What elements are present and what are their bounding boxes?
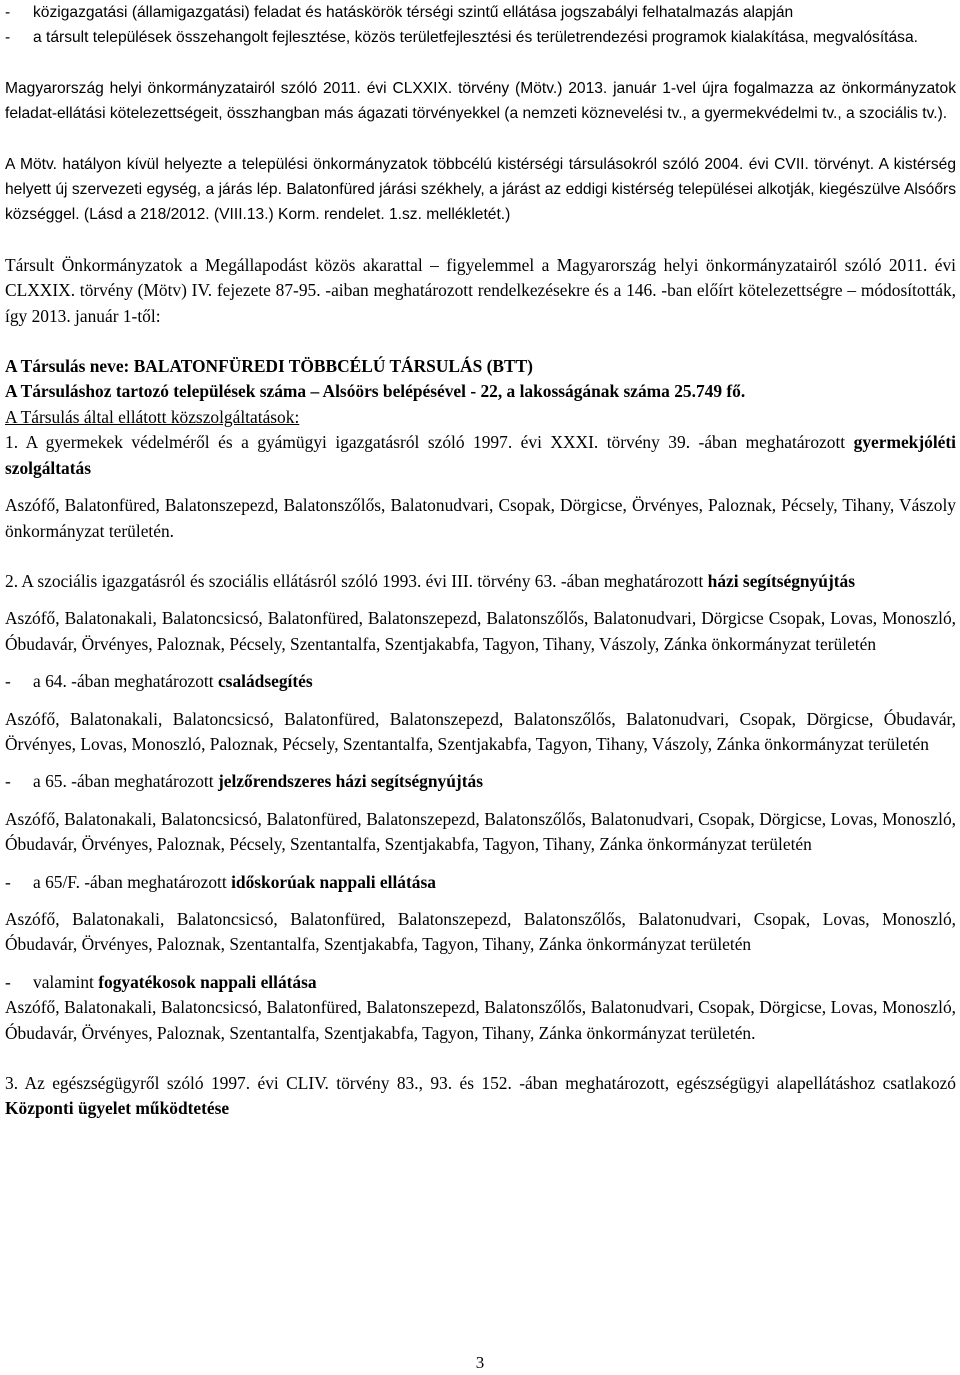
service-1-places: Aszófő, Balatonfüred, Balatonszepezd, Balatonszőlős, Balatonudvari, Csopak, Dörgicse, Örvényes, Paloznak, Pécsely, Tihany, Vászoly önkormányzat területén. (5, 495, 956, 541)
paragraph-motv: Magyarország helyi önkormányzatairól szóló 2011. évi CLXXIX. törvény (Mötv.) 2013. január 1-vel újra fogalmazza az önkormányzatok feladat-ellátási kötelezettségeit, összhangban más ágazati törvényekkel (a nemzeti köznevelési tv., a gyermekvédelmi tv., a szociális tv.). (5, 79, 956, 123)
page-number: 3 (475, 1353, 485, 1372)
szolgaltatasok-heading: A Társulás által ellátott közszolgáltatások: (5, 406, 300, 427)
service-2d: - valamint fogyatékosok nappali ellátása (5, 971, 317, 992)
service-2a-places: Aszófő, Balatonakali, Balatoncsicsó, Balatonfüred, Balatonszepezd, Balatonszőlős, Balatonudvari, Csopak, Dörgicse, Óbudavár, Örvényes, Lovas, Monoszló, Paloznak, Pécsely, Szentantalfa, Szentjakabfa, Tagyon, Tihany, Vászoly, Zánka önkormányzat területén (5, 708, 956, 754)
service-2: 2. A szociális igazgatásról és szociális ellátásról szóló 1993. évi III. törvény 63. -ában meghatározott házi segítségnyújtás (5, 570, 856, 591)
service-2c: - a 65/F. -ában meghatározott időskorúak nappali ellátása (5, 871, 436, 892)
paragraph-motv-hatalyon-kivul: A Mötv. hatályon kívül helyezte a települési önkormányzatok többcélú kistérségi társulásokról szóló 2004. évi CVII. törvényt. A kistérség helyett új szervezeti egység, a járás lép. Balatonfüred járási székhely, a járást az eddigi kistérség települései alkotják, kiegészülve Alsóőrs községgel. (Lásd a 218/2012. (VIII.13.) Korm. rendelet. 1.sz. mellékletét.) (5, 155, 956, 224)
document-page (5, 0, 956, 1122)
telepulesek-szama: A Társuláshoz tartozó települések száma – Alsóörs belépésével - 22, a lakosságának száma 25.749 fő. (5, 381, 746, 402)
tarsulas-name: A Társulás neve: BALATONFÜREDI TÖBBCÉLÚ TÁRSULÁS (BTT) (5, 356, 533, 377)
service-1: 1. A gyermekek védelméről és a gyámügyi igazgatásról szóló 1997. évi XXXI. törvény 39. -ában meghatározott gyermekjóléti szolgáltatás (5, 432, 956, 478)
service-2b-places: Aszófő, Balatonakali, Balatoncsicsó, Balatonfüred, Balatonszepezd, Balatonszőlős, Balatonudvari, Csopak, Dörgicse, Lovas, Monoszló, Óbudavár, Örvényes, Paloznak, Pécsely, Szentantalfa, Szentjakabfa, Tagyon, Tihany, Zánka önkormányzat területén (5, 808, 956, 855)
service-2b: - a 65. -ában meghatározott jelzőrendszeres házi segítségnyújtás (5, 771, 483, 792)
service-2d-places: Aszófő, Balatonakali, Balatoncsicsó, Balatonfüred, Balatonszepezd, Balatonszőlős, Balatonudvari, Csopak, Dörgicse, Lovas, Monoszló, Óbudavár, Örvényes, Paloznak, Szentantalfa, Szentjakabfa, Tagyon, Tihany, Zánka önkormányzat területén. (5, 997, 956, 1043)
service-2a: - a 64. -ában meghatározott családsegítés (5, 671, 313, 692)
service-3: 3. Az egészségügyről szóló 1997. évi CLIV. törvény 83., 93. és 152. -ában meghatározott, egészségügyi alapellátáshoz csatlakozó Központi ügyelet működtetése (5, 1073, 956, 1119)
service-2c-places: Aszófő, Balatonakali, Balatoncsicsó, Balatonfüred, Balatonszepezd, Balatonszőlős, Balatonudvari, Csopak, Lovas, Monoszló, Óbudavár, Örvényes, Paloznak, Szentantalfa, Szentjakabfa, Tagyon, Tihany, Zánka önkormányzat területén (5, 908, 956, 955)
paragraph-tarsult: Társult Önkormányzatok a Megállapodást közös akarattal – figyelemmel a Magyarország helyi önkormányzatairól szóló 2011. évi CLXXIX. törvény (Mötv) IV. fejezete 87-95. -aiban meghatározott rendelkezésekre és a 146. -ban előírt kötelezettségre – módosították, így 2013. január 1-től: (5, 254, 956, 326)
list-item: - közigazgatási (államigazgatási) feladat és hatáskörök térségi szintű ellátása jogszabályi felhatalmazás alapján (5, 4, 794, 21)
list-item: - a társult települések összehangolt fejlesztése, közös területfejlesztési és területrendezési programok kialakítása, megvalósítása. (5, 29, 918, 47)
service-2-places: Aszófő, Balatonakali, Balatoncsicsó, Balatonfüred, Balatonszepezd, Balatonszőlős, Balatonudvari, Dörgicse Csopak, Lovas, Monoszló, Óbudavár, Örvényes, Paloznak, Pécsely, Szentantalfa, Szentjakabfa, Tagyon, Tihany, Vászoly, Zánka önkormányzat területén (5, 608, 956, 654)
